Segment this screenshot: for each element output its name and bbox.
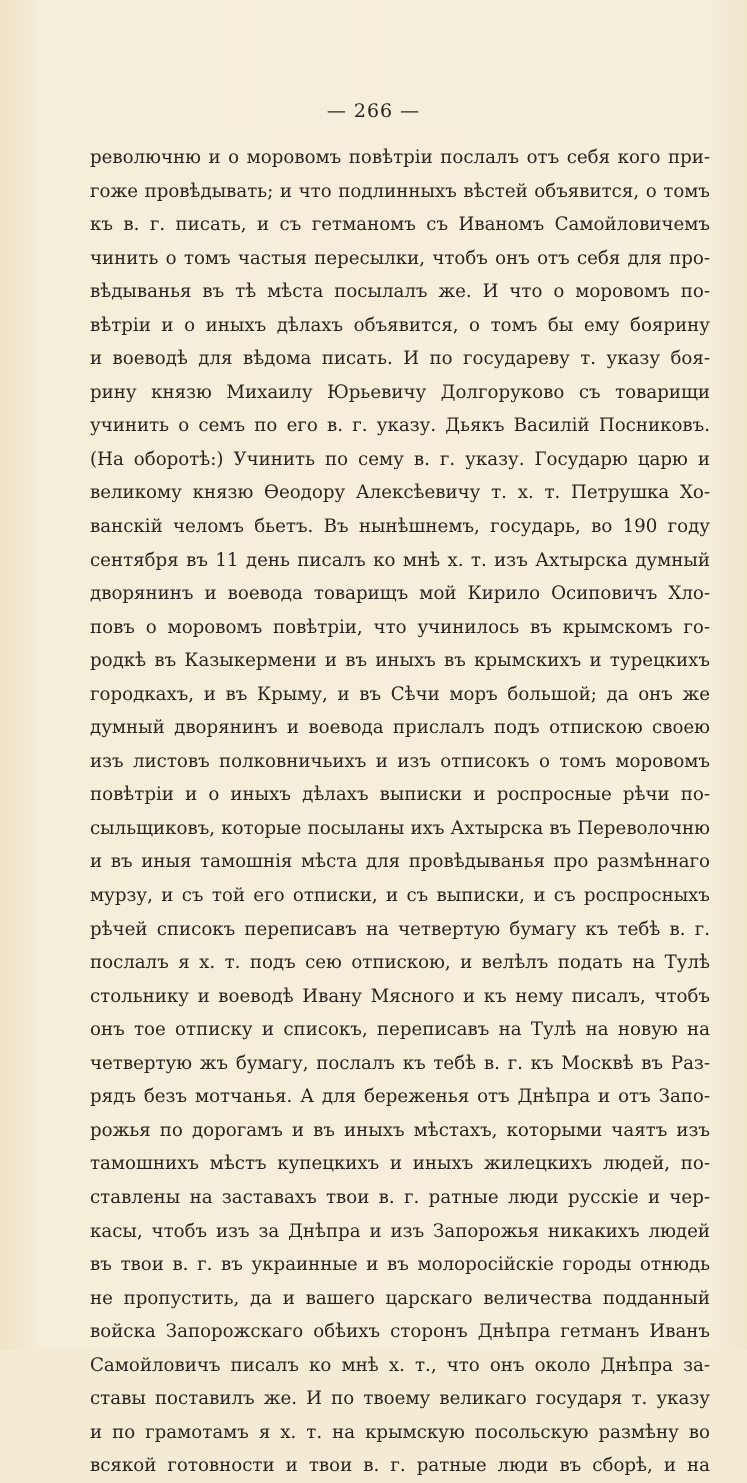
text-line: рѣчей списокъ переписавъ на четвертую бумагу къ тебѣ в. г. <box>90 918 710 940</box>
text-line: не пропустить, да и вашего царскаго величества подданный <box>90 1287 710 1309</box>
text-line: (На оборотѣ:) Учинить по сему в. г. указу. Государю царю и <box>90 448 710 470</box>
text-line: мурзу, и съ той его отписки, и съ выписки, и съ роспросныхъ <box>90 885 710 907</box>
text-line: вѣдыванья въ тѣ мѣста посылалъ же. И что о моровомъ по- <box>90 281 710 303</box>
text-line: и въ иныя тамошнія мѣста для провѣдыванья про размѣннаго <box>90 851 710 873</box>
text-line: стольнику и воеводѣ Ивану Мясного и къ нему писалъ, чтобъ <box>90 985 710 1007</box>
text-line: изъ листовъ полковничьихъ и изъ отписокъ о томъ моровомъ <box>90 750 710 772</box>
text-line: ставлены на заставахъ твои в. г. ратные люди русскіе и чер- <box>90 1186 710 1208</box>
page-number: — 266 — <box>326 100 421 122</box>
text-line: чинить о томъ частыя пересылки, чтобъ онъ отъ себя для про- <box>90 247 710 269</box>
text-line: городкахъ, и въ Крыму, и въ Сѣчи моръ большой; да онъ же <box>90 683 710 705</box>
text-line: тамошнихъ мѣстъ купецкихъ и иныхъ жилецкихъ людей, по- <box>90 1153 710 1175</box>
text-line: и воеводѣ для вѣдома писать. И по государеву т. указу боя- <box>90 348 710 370</box>
text-line: войска Запорожскаго обѣихъ сторонъ Днѣпра гетманъ Иванъ <box>90 1321 710 1343</box>
text-line: револючню и о моровомъ повѣтріи послалъ отъ себя кого при- <box>90 147 710 168</box>
text-line: касы, чтобъ изъ за Днѣпра и изъ Запорожья никакихъ людей <box>90 1220 710 1242</box>
text-line: рядъ безъ мотчанья. А для береженья отъ Днѣпра и отъ Запо- <box>90 1086 710 1108</box>
text-line: всякой готовности и твои в. г. ратные люди въ сборѣ, и на <box>90 1455 710 1477</box>
text-line: послалъ я х. т. подъ сею отпискою, и велѣлъ подать на Тулѣ <box>90 952 710 974</box>
text-line: онъ тое отписку и списокъ, переписавъ на Тулѣ на новую на <box>90 1019 710 1041</box>
text-line: родкѣ въ Казыкермени и въ иныхъ въ крымскихъ и турецкихъ <box>90 650 710 672</box>
text-line: учинить о семъ по его в. г. указу. Дьякъ Василій Посниковъ. <box>90 415 710 437</box>
text-line: въ твои в. г. въ украинные и въ молоросійскіе городы отнюдь <box>90 1254 710 1276</box>
text-line: великому князю Өеодору Алексѣевичу т. х. т. Петрушка Хо- <box>90 482 710 504</box>
text-line: вѣтріи и о иныхъ дѣлахъ объявится, о томъ бы ему боярину <box>90 314 710 336</box>
body-text <box>90 141 710 1483</box>
text-line: ставы поставилъ же. И по твоему великаго государя т. указу <box>90 1388 710 1410</box>
text-line: и по грамотамъ я х. т. на крымскую посольскую размѣну во <box>90 1421 710 1443</box>
text-line: сыльщиковъ, которые посыланы ихъ Ахтырска въ Переволочню <box>90 817 710 839</box>
text-line: сентября въ 11 день писалъ ко мнѣ х. т. изъ Ахтырска думный <box>90 549 710 571</box>
text-line: повъ о моровомъ повѣтріи, что учинилось въ крымскомъ го- <box>90 616 710 638</box>
text-line: четвертую жъ бумагу, послалъ къ тебѣ в. г. къ Москвѣ въ Раз- <box>90 1052 710 1074</box>
text-line: гоже провѣдывать; и что подлинныхъ вѣстей объявится, о томъ <box>90 180 710 202</box>
text-line: рину князю Михаилу Юрьевичу Долгоруково съ товарищи <box>90 381 710 403</box>
text-line: рожья по дорогамъ и въ иныхъ мѣстахъ, которыми чаятъ изъ <box>90 1119 710 1141</box>
text-line: повѣтріи и о иныхъ дѣлахъ выписки и роспросные рѣчи по- <box>90 784 710 806</box>
text-line: думный дворянинъ и воевода прислалъ подъ отпискою своею <box>90 717 710 739</box>
text-line: ванскій челомъ бьетъ. Въ нынѣшнемъ, государь, во 190 году <box>90 516 710 538</box>
text-line: къ в. г. писать, и съ гетманомъ съ Иваномъ Самойловичемъ <box>90 214 710 236</box>
text-line: дворянинъ и воевода товарищъ мой Кирило Осиповичъ Хло- <box>90 583 710 605</box>
text-line: Самойловичъ писалъ ко мнѣ х. т., что онъ около Днѣпра за- <box>90 1354 710 1376</box>
